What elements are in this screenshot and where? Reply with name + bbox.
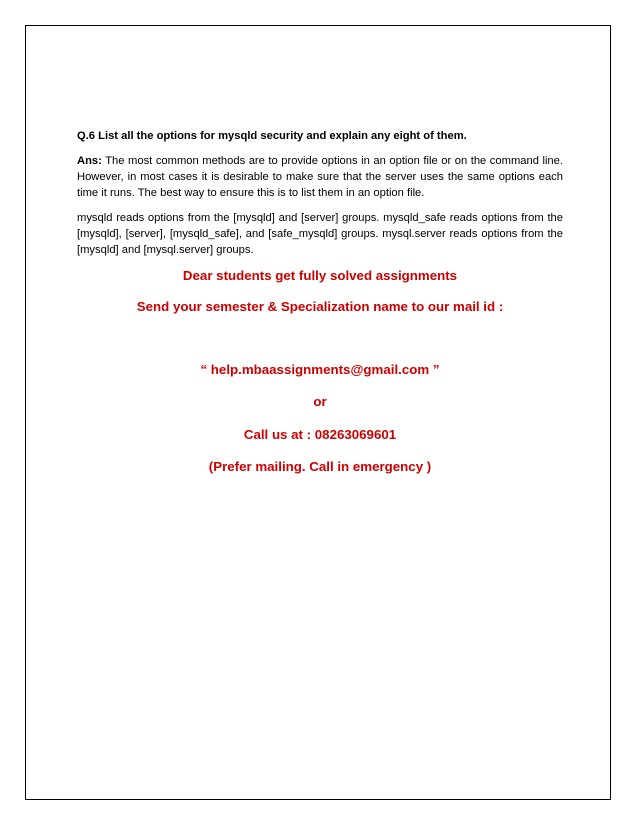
promo-instruction: Send your semester & Specialization name to our mail id : bbox=[136, 299, 504, 314]
answer-paragraph-1 bbox=[77, 153, 563, 201]
answer-text-1: The most common methods are to provide options in an option file or on the command line. However, in most cases it is desirable to make sure that the server uses the same options each time it runs. The best way to ensure this is to list them in an option file. bbox=[77, 155, 563, 199]
document-content bbox=[77, 128, 563, 476]
promo-note: (Prefer mailing. Call in emergency ) bbox=[208, 459, 432, 474]
answer-label: Ans: bbox=[77, 155, 102, 167]
answer-paragraph-2: mysqld reads options from the [mysqld] and [server] groups. mysqld_safe reads options from the [mysqld], [server], [mysqld_safe], and [safe_mysqld] groups. mysql.server reads options from the [mysqld] and [mysql.server] groups. bbox=[77, 212, 563, 256]
question-heading: Q.6 List all the options for mysqld security and explain any eight of them. bbox=[77, 130, 467, 142]
promo-email: “ help.mbaassignments@gmail.com ” bbox=[200, 362, 440, 377]
promo-or: or bbox=[313, 394, 327, 409]
promo-headline: Dear students get fully solved assignments bbox=[182, 268, 458, 283]
promo-phone: Call us at : 08263069601 bbox=[243, 427, 397, 442]
